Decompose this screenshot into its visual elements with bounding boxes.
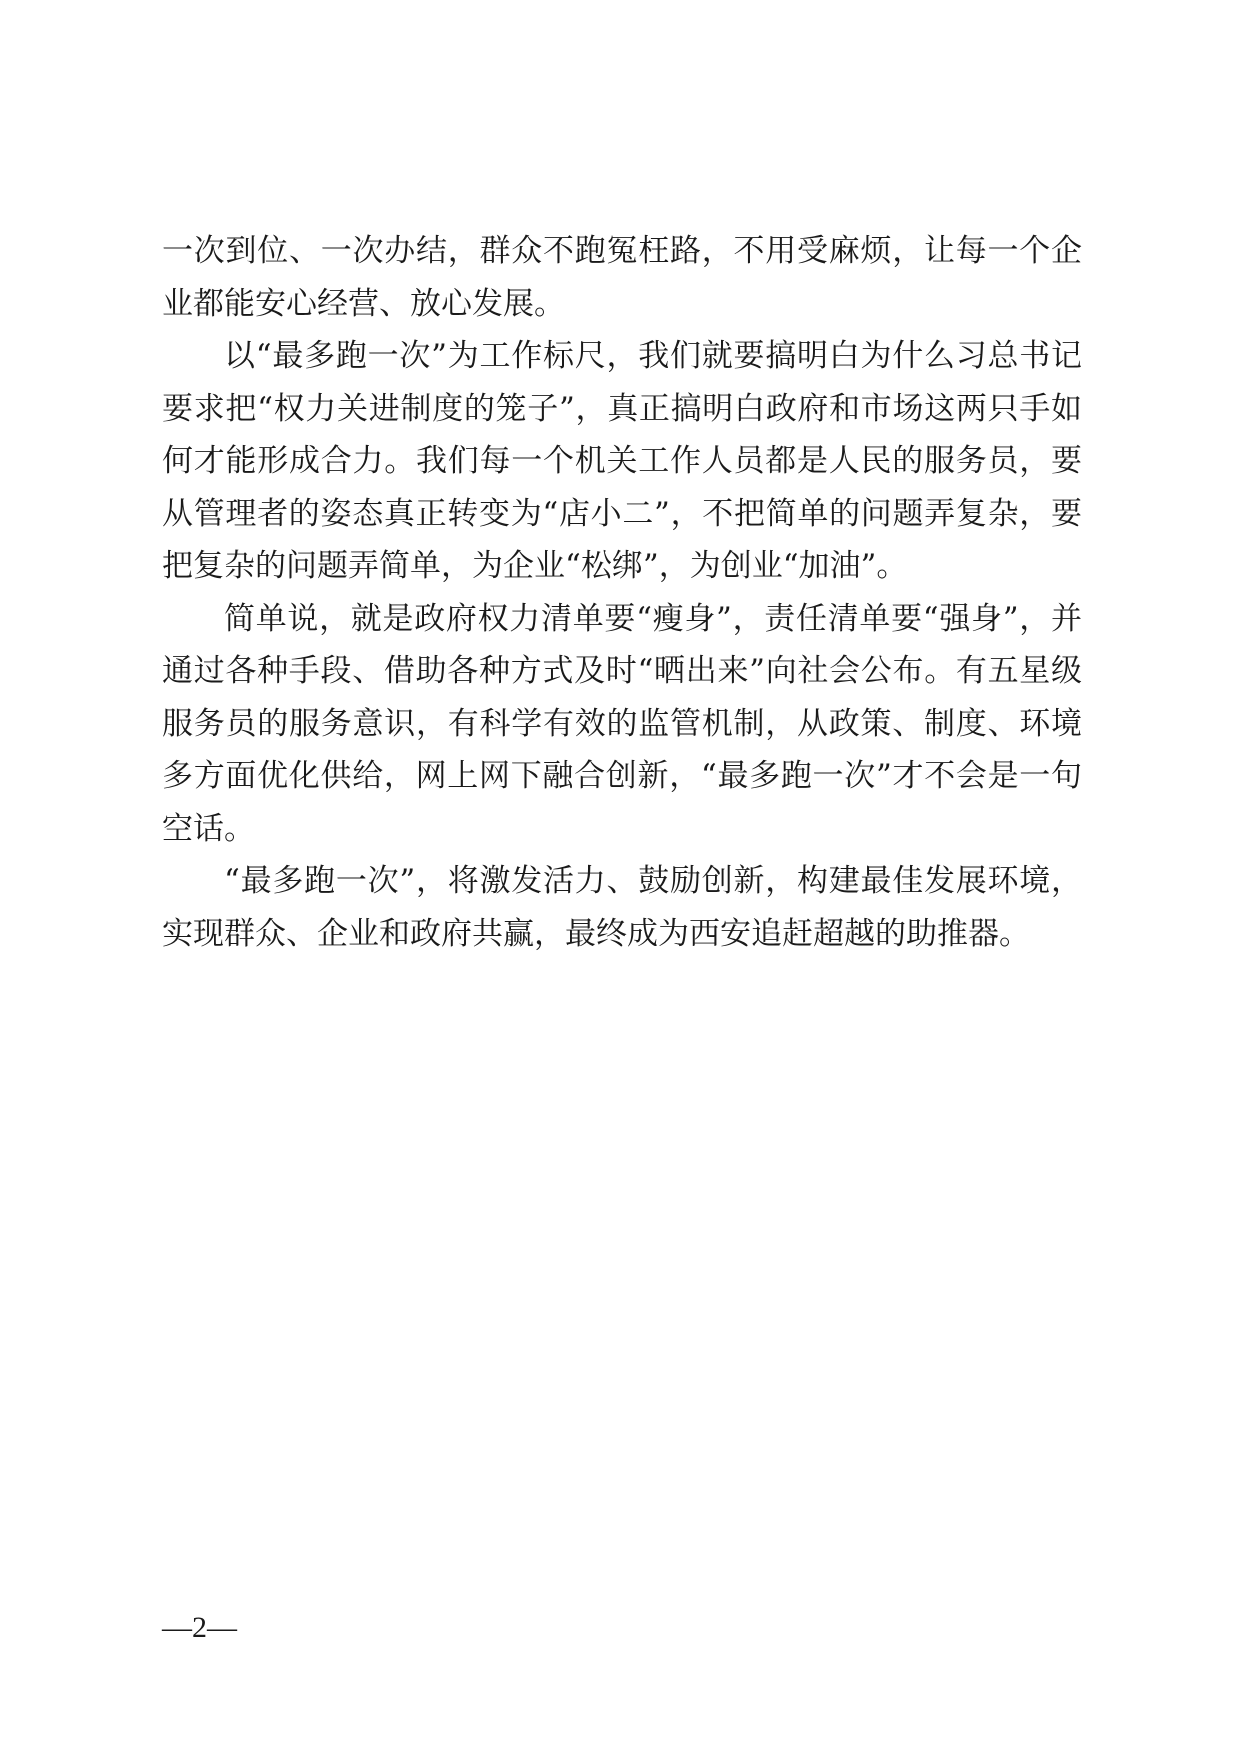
document-body: [162, 225, 1082, 960]
paragraph-2: 以“最多跑一次”为工作标尺，我们就要搞明白为什么习总书记要求把“权力关进制度的笼子”，真正搞明白政府和市场这两只手如何才能形成合力。我们每一个机关工作人员都是人民的服务员，要从管理者的姿态真正转变为“店小二”，不把简单的问题弄复杂，要把复杂的问题弄简单，为企业“松绑”，为创业“加油”。: [162, 338, 1082, 584]
paragraph-4: “最多跑一次”，将激发活力、鼓励创新，构建最佳发展环境，实现群众、企业和政府共赢，最终成为西安追赶超越的助推器。: [162, 863, 1082, 952]
paragraph-3: 简单说，就是政府权力清单要“瘦身”，责任清单要“强身”，并通过各种手段、借助各种方式及时“晒出来”向社会公布。有五星级服务员的服务意识，有科学有效的监管机制，从政策、制度、环境多方面优化供给，网上网下融合创新，“最多跑一次”才不会是一句空话。: [162, 600, 1082, 847]
page-number: —2—: [162, 1611, 237, 1644]
paragraph-1: 一次到位、一次办结，群众不跑冤枉路，不用受麻烦，让每一个企业都能安心经营、放心发展。: [162, 233, 1082, 322]
